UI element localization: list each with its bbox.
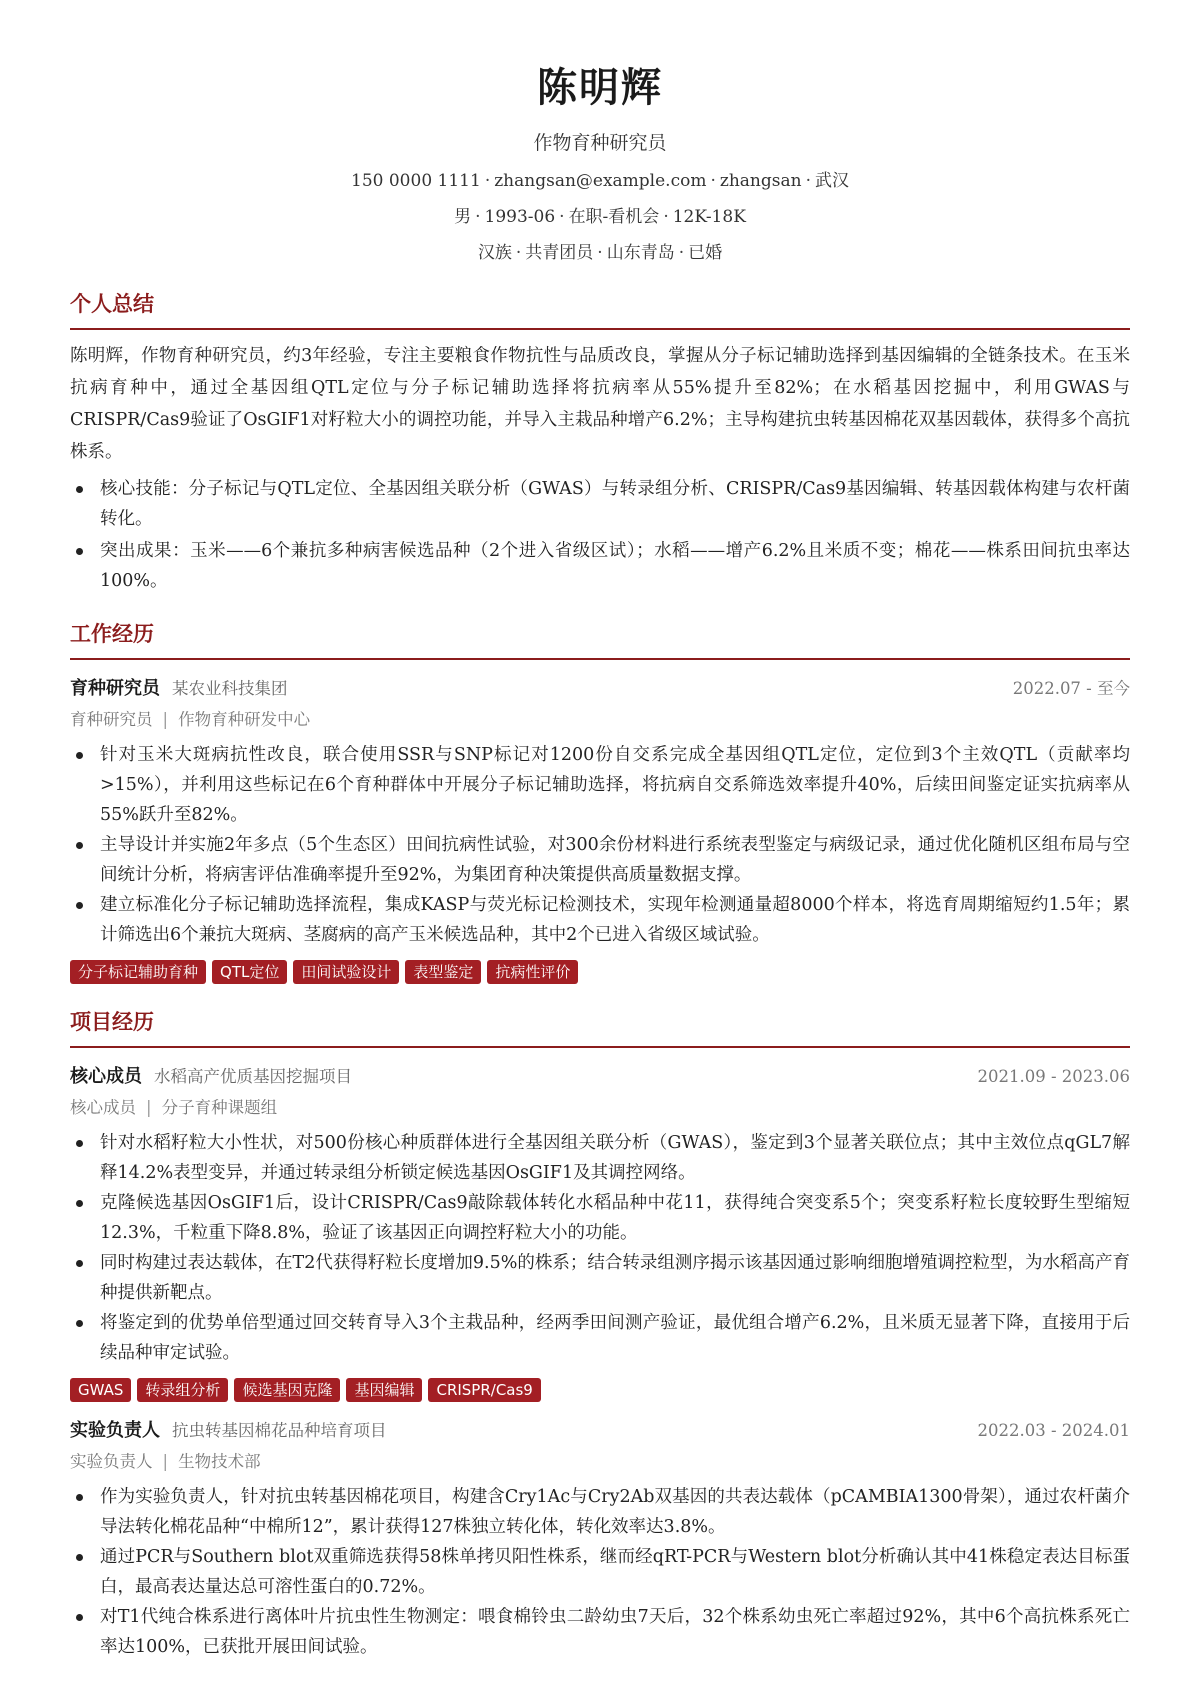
candidate-name: 陈明辉 [537,64,663,111]
entry-date: 2022.07 - 至今 [1012,679,1130,698]
skill-tag: 转录组分析 [137,1378,228,1402]
skill-tags [70,960,1130,984]
skill-tag: 抗病性评价 [487,960,578,984]
marital-status: 已婚 [688,243,723,263]
entry-subtitle: 实验负责人 | 生物技术部 [70,1452,261,1471]
list-item: 对T1代纯合株系进行离体叶片抗虫性生物测定：喂食棉铃虫二龄幼虫7天后，32个株系幼虫死亡率超过92%，其中6个高抗株系死亡率达100%，已获批开展田间试验。 [70,1602,1130,1662]
salary-range: 12K-18K [672,207,746,227]
entry-date: 2021.09 - 2023.06 [977,1067,1130,1086]
bullet-icon [76,1614,83,1621]
political-status: 共青团员 [525,243,594,263]
entry-role: 育种研究员 [70,678,160,699]
skill-tag: CRISPR/Cas9 [428,1378,540,1402]
contact-line: 150 0000 1111 · zhangsan@example.com · zhangsan · 武汉 [351,171,849,191]
gender: 男 [454,207,472,227]
bullet-icon [76,842,83,849]
bullet-icon [76,1554,83,1561]
entry-role: 实验负责人 [70,1420,160,1441]
entry-date: 2022.03 - 2024.01 [977,1421,1130,1440]
work-entry [70,674,1130,984]
city: 武汉 [814,171,849,191]
list-item: 核心技能：分子标记与QTL定位、全基因组关联分析（GWAS）与转录组分析、CRISPR/Cas9基因编辑、转基因载体构建与农杆菌转化。 [70,474,1130,534]
entry-subtitle: 育种研究员 | 作物育种研发中心 [70,710,311,729]
email-address: zhangsan@example.com [494,171,707,191]
skill-tag: 田间试验设计 [293,960,399,984]
bullet-icon [76,1140,83,1147]
bullet-icon [76,1260,83,1267]
ethnicity: 汉族 [477,243,512,263]
list-item: 将鉴定到的优势单倍型通过回交转育导入3个主栽品种，经两季田间测产验证，最优组合增产6.2%，且米质无显著下降，直接用于后续品种审定试验。 [70,1308,1130,1368]
bullet-icon [76,486,83,493]
skill-tag: 表型鉴定 [405,960,481,984]
bullet-icon [76,1494,83,1501]
list-item: 作为实验负责人，针对抗虫转基因棉花项目，构建含Cry1Ac与Cry2Ab双基因的共表达载体（pCAMBIA1300骨架），通过农杆菌介导法转化棉花品种“中棉所12”，累计获得127株独立转化体，转化效率达3.8%。 [70,1482,1130,1542]
list-item: 建立标准化分子标记辅助选择流程，集成KASP与荧光标记检测技术，实现年检测通量超8000个样本，将选育周期缩短约1.5年；累计筛选出6个兼抗大斑病、茎腐病的高产玉米候选品种，其中2个已进入省级区域试验。 [70,890,1130,950]
list-item: 同时构建过表达载体，在T2代获得籽粒长度增加9.5%的株系；结合转录组测序揭示该基因通过影响细胞增殖调控粒型，为水稻高产育种提供新靶点。 [70,1248,1130,1308]
skill-tag: 基因编辑 [346,1378,422,1402]
skill-tag: 分子标记辅助育种 [70,960,206,984]
list-item: 通过PCR与Southern blot双重筛选获得58株单拷贝阳性株系，继而经qRT-PCR与Western blot分析确认其中41株稳定表达目标蛋白，最高表达量达总可溶性蛋白的0.72%。 [70,1542,1130,1602]
entry-bullets [70,1482,1130,1662]
entry-organization: 某农业科技集团 [172,679,288,698]
entry-project-name: 水稻高产优质基因挖掘项目 [154,1067,352,1086]
entry-subtitle: 核心成员 | 分子育种课题组 [70,1098,278,1117]
summary-section-title: 个人总结 [70,288,1130,330]
bullet-icon [76,1320,83,1327]
list-item: 克隆候选基因OsGIF1后，设计CRISPR/Cas9敲除载体转化水稻品种中花11，获得纯合突变系5个；突变系籽粒长度较野生型缩短12.3%，千粒重下降8.8%，验证了该基因正向调控籽粒大小的功能。 [70,1188,1130,1248]
skill-tag: 候选基因克隆 [234,1378,340,1402]
list-item: 针对玉米大斑病抗性改良，联合使用SSR与SNP标记对1200份自交系完成全基因组QTL定位，定位到3个主效QTL（贡献率均>15%），并利用这些标记在6个育种群体中开展分子标记辅助选择，将抗病自交系筛选效率提升40%，后续田间鉴定证实抗病率从55%跃升至82%。 [70,740,1130,830]
summary-bullets [70,474,1130,596]
bullet-icon [76,548,83,555]
list-item: 针对水稻籽粒大小性状，对500份核心种质群体进行全基因组关联分析（GWAS），鉴定到3个显著关联位点；其中主效位点qGL7解释14.2%表型变异，并通过转录组分析锁定候选基因OsGIF1及其调控网络。 [70,1128,1130,1188]
hometown: 山东青岛 [606,243,675,263]
personal-info-line: 汉族 · 共青团员 · 山东青岛 · 已婚 [477,243,723,263]
bullet-icon [76,752,83,759]
entry-role: 核心成员 [70,1066,142,1087]
candidate-title: 作物育种研究员 [533,132,667,154]
entry-project-name: 抗虫转基因棉花品种培育项目 [172,1421,387,1440]
username: zhangsan [719,171,802,191]
list-item: 主导设计并实施2年多点（5个生态区）田间抗病性试验，对300余份材料进行系统表型鉴定与病级记录，通过优化随机区组布局与空间统计分析，将病害评估准确率提升至92%，为集团育种决策提供高质量数据支撑。 [70,830,1130,890]
entry-bullets [70,740,1130,950]
list-item: 突出成果：玉米——6个兼抗多种病害候选品种（2个进入省级区试）；水稻——增产6.2%且米质不变；棉花——株系田间抗虫率达100%。 [70,536,1130,596]
job-status: 在职-看机会 [568,207,660,227]
projects-section-title: 项目经历 [70,1006,1130,1048]
skill-tags [70,1378,1130,1402]
entry-bullets [70,1128,1130,1368]
birth-date: 1993-06 [484,207,556,227]
bullet-icon [76,902,83,909]
basic-info-line: 男 · 1993-06 · 在职-看机会 · 12K-18K [454,207,746,227]
phone-number: 150 0000 1111 [351,171,481,191]
project-entry [70,1416,1130,1662]
bullet-icon [76,1200,83,1207]
skill-tag: QTL定位 [212,960,287,984]
summary-text: 陈明辉，作物育种研究员，约3年经验，专注主要粮食作物抗性与品质改良，掌握从分子标记辅助选择到基因编辑的全链条技术。在玉米抗病育种中，通过全基因组QTL定位与分子标记辅助选择将抗病率从55%提升至82%；在水稻基因挖掘中，利用GWAS与CRISPR/Cas9验证了OsGIF1对籽粒大小的调控功能，并导入主栽品种增产6.2%；主导构建抗虫转基因棉花双基因载体，获得多个高抗株系。 [70,346,1130,462]
project-entry [70,1062,1130,1402]
skill-tag: GWAS [70,1378,131,1402]
work-section-title: 工作经历 [70,618,1130,660]
